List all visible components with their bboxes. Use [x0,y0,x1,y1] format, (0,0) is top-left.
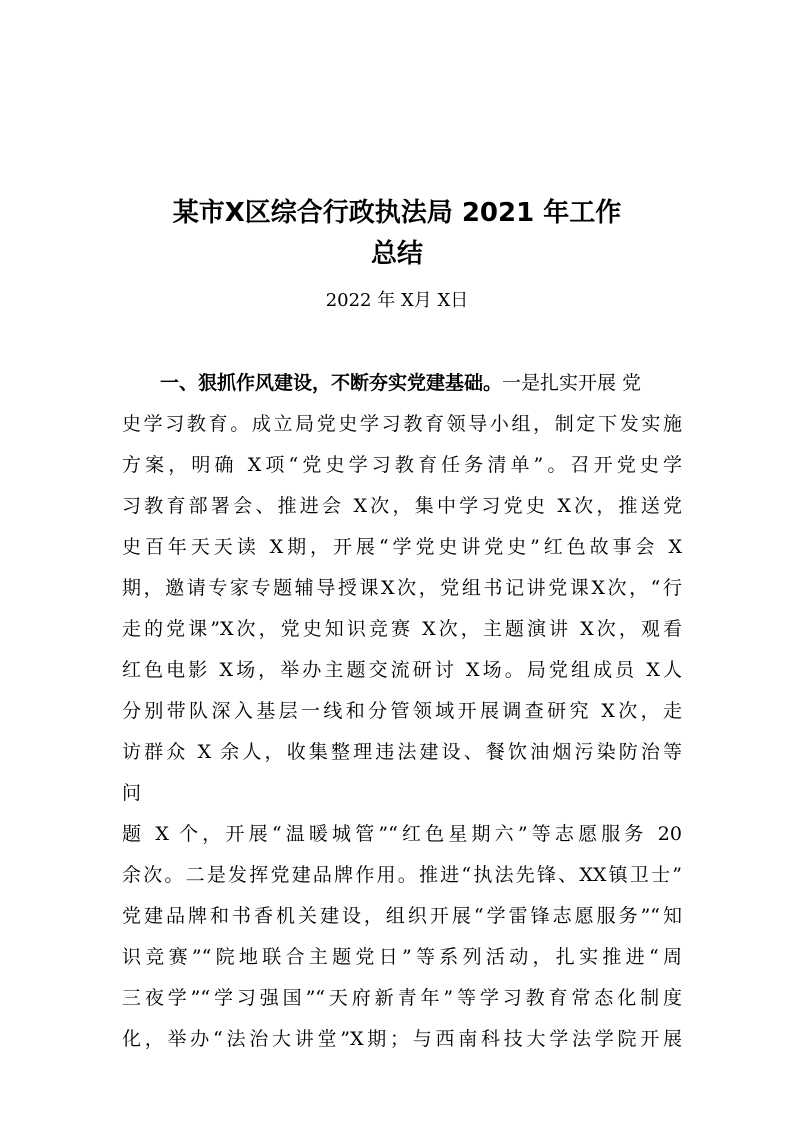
paragraph-line: 走的党课”X次，党史知识竞赛 X次，主题演讲 X次，观看 [122,618,682,640]
paragraph-line: 分别带队深入基层一线和分管领域开展调查研究 X次，走 [122,700,682,722]
paragraph-text: 一是扎实开展 党 [502,372,642,394]
document-title-line-2: 总结 [370,239,423,269]
paragraph-line: 习教育部署会、推进会 X次，集中学习党史 X次，推送党 [122,495,682,517]
paragraph-line: 史学习教育。成立局党史学习教育领导小组，制定下发实施 [122,413,682,435]
paragraph-line: 方案，明确 X项“党史学习教育任务清单”。召开党史学 [122,454,682,476]
paragraph-line: 访群众 X 余人，收集整理违法建设、餐饮油烟污染防治等 [122,741,682,763]
paragraph-line: 三夜学”“学习强国”“天府新青年”等学习教育常态化制度 [122,987,682,1009]
paragraph-line: 红色电影 X场，举办主题交流研讨 X场。局党组成员 X人 [122,659,682,681]
paragraph-line: 题 X 个，开展“温暖城管”“红色星期六”等志愿服务 20 [122,823,682,845]
paragraph-line: 识竞赛”“院地联合主题党日”等系列活动，扎实推进“周 [122,946,682,968]
paragraph-line: 史百年天天读 X期，开展“学党史讲党史”红色故事会 X [122,536,682,558]
paragraph-line: 余次。二是发挥党建品牌作用。推进“执法先锋、XX镇卫士” [122,864,682,886]
paragraph-line: 化，举办“法治大讲堂”X期；与西南科技大学法学院开展 [122,1028,682,1050]
section-heading: 一、狠抓作风建设，不断夯实党建基础。 [160,372,503,394]
paragraph-line: 期，邀请专家专题辅导授课X次，党组书记讲党课X次，“行 [122,577,682,599]
document-date: 2022 年 X月 X日 [325,290,469,311]
paragraph-line: 党建品牌和书香机关建设，组织开展“学雷锋志愿服务”“知 [122,905,682,927]
paragraph-line [160,368,682,398]
document-title-line-1: 某市X区综合行政执法局 2021 年工作 [172,198,622,228]
paragraph-line: 问 [122,782,142,804]
